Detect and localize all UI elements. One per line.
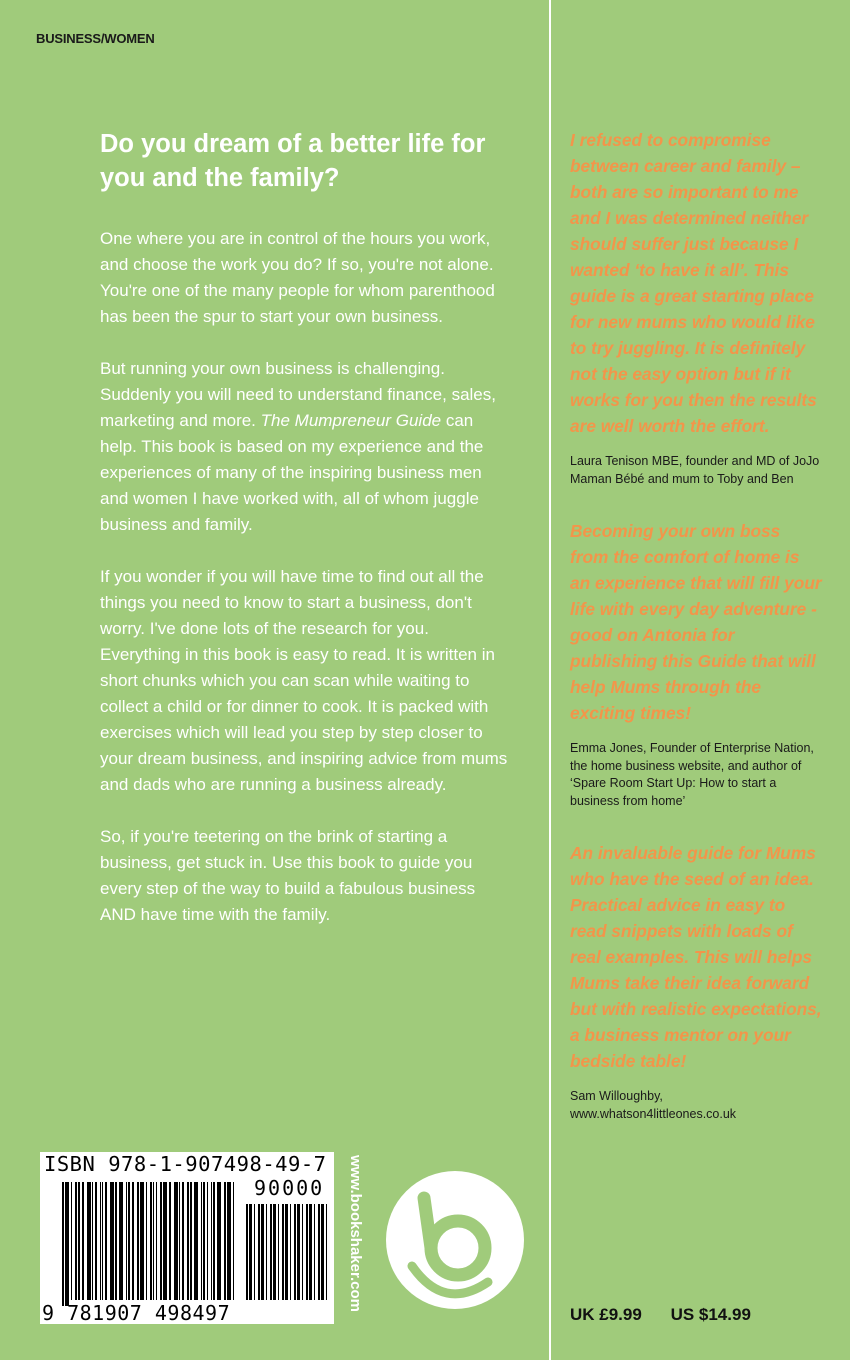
barcode-bar <box>153 1182 154 1300</box>
barcode-bar <box>95 1182 97 1300</box>
barcode-addon-bar <box>261 1204 264 1300</box>
barcode-bar <box>160 1182 162 1300</box>
barcode-bar <box>190 1182 192 1300</box>
testimonial-quote: Becoming your own boss from the comfort of home is an experience that will fill your life with every day adventure - good on Antonia for publishing this Guide that will help Mums through the exciting times! <box>570 521 822 723</box>
barcode-bar <box>182 1182 184 1300</box>
book-title: The Mumpreneur Guide <box>260 411 442 430</box>
barcode-bar <box>140 1182 144 1300</box>
barcode-bar <box>78 1182 80 1300</box>
publisher-website <box>346 1155 366 1325</box>
headline: Do you dream of a better life for you and the family? <box>100 130 486 192</box>
barcode-bar <box>194 1182 198 1300</box>
barcode <box>40 1152 334 1324</box>
testimonial-quote: I refused to compromise between career and family – both are so important to me and I was determined neither should suffer just because I wanted ‘to have it all’. This guide is a great starting place for new mums who would like to try juggling. It is definitely not the easy option but if it works for you then the results are well worth the effort. <box>570 130 817 436</box>
blurb <box>100 226 510 928</box>
barcode-bar <box>100 1182 101 1300</box>
price-uk: UK £9.99 <box>570 1305 642 1324</box>
blurb-paragraph-2 <box>100 356 510 538</box>
barcode-addon-bar <box>290 1204 291 1300</box>
barcode-bar <box>203 1182 205 1300</box>
barcode-bar <box>128 1182 130 1300</box>
barcode-addon-bar <box>270 1204 272 1300</box>
barcode-addon-bar <box>258 1204 260 1300</box>
barcode-bar <box>105 1182 107 1300</box>
barcode-bar <box>126 1182 127 1300</box>
barcode-bar <box>146 1182 147 1300</box>
blurb-p2-end: can help. This book is based on my experience and the experiences of many of the inspiring business men and women I have worked with, all of whom juggle business and family. <box>100 411 484 534</box>
barcode-bar <box>169 1182 171 1300</box>
barcode-addon-bar <box>297 1204 300 1300</box>
barcode-addon-bar <box>302 1204 303 1300</box>
category-label: BUSINESS/WOMEN <box>36 31 155 46</box>
barcode-bar <box>174 1182 178 1300</box>
blurb-p2-start: But running your own business is challenging. Suddenly you will need to understand finance, sales, marketing and more. <box>100 359 496 430</box>
barcode-bar <box>92 1182 93 1300</box>
barcode-addon-bar <box>266 1204 267 1300</box>
barcode-addon-bar <box>273 1204 276 1300</box>
barcode-bar <box>119 1182 123 1300</box>
barcode-bar <box>227 1182 231 1300</box>
barcode-addon-bar <box>306 1204 308 1300</box>
testimonial-attribution: Sam Willoughby, www.whatson4littleones.co.uk <box>570 1089 737 1121</box>
barcode-bar <box>115 1182 117 1300</box>
barcode-bar <box>150 1182 152 1300</box>
barcode-addon-bar <box>326 1204 327 1300</box>
barcode-bar <box>179 1182 180 1300</box>
barcode-bar <box>62 1182 64 1306</box>
barcode-bar <box>163 1182 167 1300</box>
barcode-addon-bar <box>285 1204 288 1300</box>
barcode-addon-bar <box>318 1204 320 1300</box>
publisher-website-text: www.bookshaker.com <box>347 1155 364 1312</box>
blurb-paragraph-4: So, if you're teetering on the brink of starting a business, get stuck in. Use this book to guide you every step of the way to build a fabulous business AND have time with the family. <box>100 827 476 924</box>
testimonial <box>570 840 822 1123</box>
testimonial <box>570 518 822 810</box>
barcode-bar <box>65 1182 69 1306</box>
barcode-bar <box>82 1182 84 1300</box>
barcode-bar <box>233 1182 234 1300</box>
ean-number: 9 781907 498497 <box>42 1301 231 1325</box>
barcode-bar <box>187 1182 189 1300</box>
price-us: US $14.99 <box>670 1305 751 1324</box>
barcode-addon-bar <box>314 1204 315 1300</box>
barcode-bar <box>156 1182 157 1300</box>
barcode-bar <box>132 1182 134 1300</box>
barcode-addon-bar <box>294 1204 296 1300</box>
barcode-bar <box>75 1182 77 1300</box>
price-row <box>570 1305 830 1325</box>
barcode-bar <box>87 1182 91 1300</box>
testimonial <box>570 127 822 488</box>
barcode-addon-bar <box>321 1204 324 1300</box>
barcode-bar <box>211 1182 212 1300</box>
barcode-bar <box>137 1182 139 1300</box>
testimonials <box>570 127 822 1153</box>
barcode-bar <box>217 1182 221 1300</box>
barcode-bar <box>213 1182 215 1300</box>
testimonial-attribution: Laura Tenison MBE, founder and MD of JoJo Maman Bébé and mum to Toby and Ben <box>570 454 820 486</box>
bookshaker-logo-icon <box>384 1162 526 1314</box>
barcode-addon-bar <box>278 1204 279 1300</box>
barcode-addon-number: 90000 <box>254 1176 325 1200</box>
barcode-addon-bar <box>246 1204 248 1300</box>
barcode-addon-bar <box>309 1204 312 1300</box>
barcode-bar <box>71 1182 72 1300</box>
barcode-addon-bar <box>282 1204 284 1300</box>
testimonial-attribution: Emma Jones, Founder of Enterprise Nation, the home business website, and author of ‘Spare Room Start Up: How to start a business from home’ <box>570 741 814 808</box>
blurb-paragraph-3: If you wonder if you will have time to find out all the things you need to know to start a business, don't worry. I've done lots of the research for you. Everything in this book is easy to read. It is written in short chunks which you can scan while waiting to collect a child or for dinner to cook. It is packed with exercises which will lead you step by step closer to your dream business, and inspiring advice from mums and dads who are running a business already. <box>100 567 508 794</box>
blurb-paragraph-1: One where you are in control of the hours you work, and choose the work you do? If so, you're not alone. You're one of the many people for whom parenthood has been the spur to start your own business. <box>100 229 495 326</box>
barcode-bar <box>224 1182 226 1300</box>
barcode-addon-bar <box>249 1204 252 1300</box>
barcode-bar <box>207 1182 208 1300</box>
testimonial-quote: An invaluable guide for Mums who have the seed of an idea. Practical advice in easy to read snippets with loads of real examples. This will helps Mums take their idea forward but with realistic expectations, a business mentor on your bedside table! <box>570 843 822 1071</box>
barcode-bar <box>201 1182 202 1300</box>
isbn-number: ISBN 978-1-907498-49-7 <box>44 1152 327 1176</box>
barcode-bar <box>110 1182 114 1300</box>
barcode-addon-bar <box>254 1204 255 1300</box>
barcode-bar <box>102 1182 103 1300</box>
